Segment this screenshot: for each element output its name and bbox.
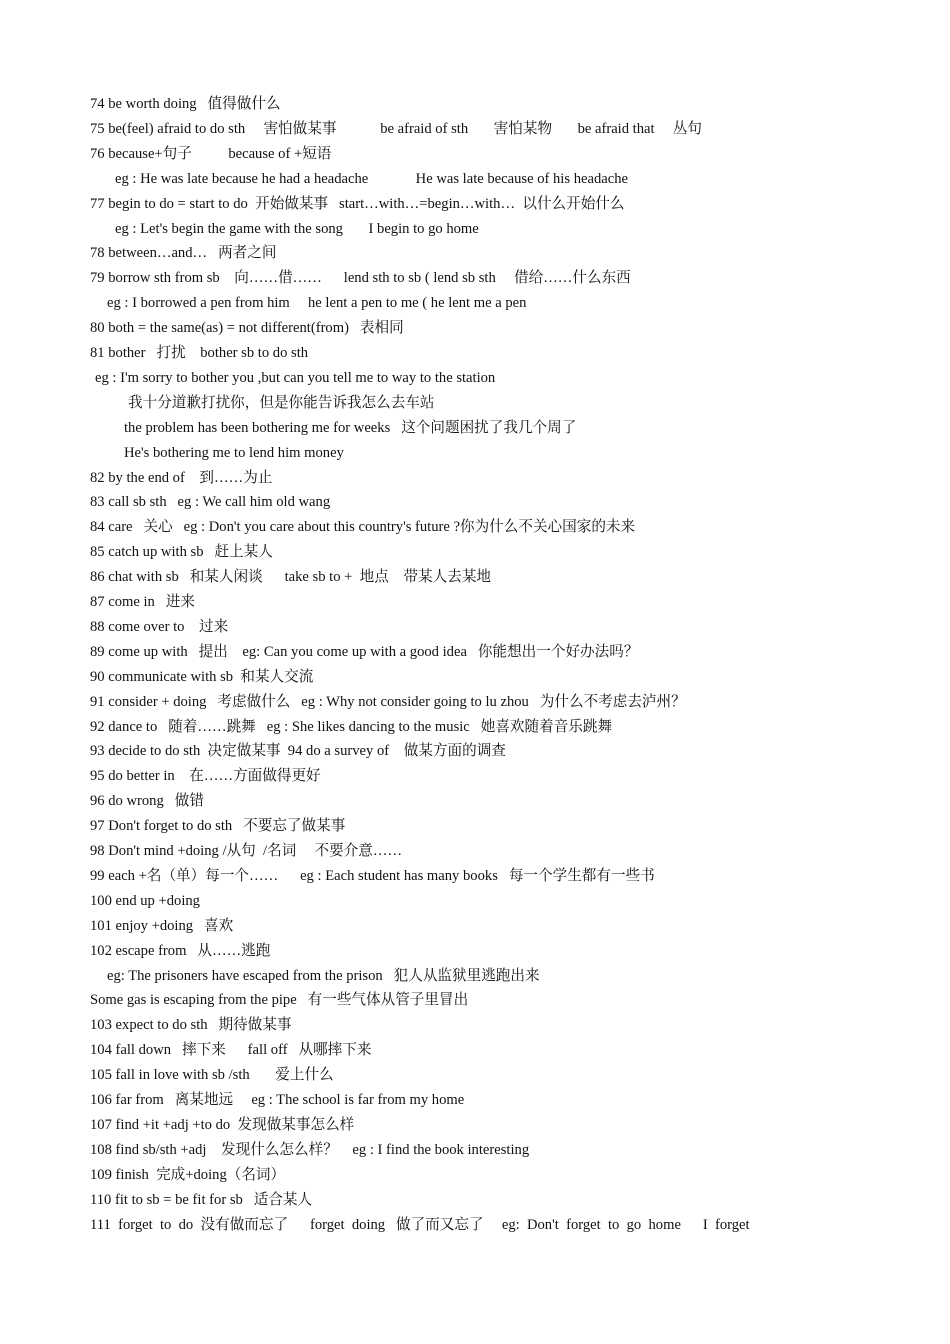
- text-line: 81 bother 打扰 bother sb to do sth: [90, 345, 309, 361]
- text-line: 86 chat with sb 和某人闲谈 take sb to + 地点 带某人去某地: [90, 569, 492, 586]
- text-line: 104 fall down 摔下来 fall off 从哪摔下来: [90, 1042, 372, 1059]
- text-line: 93 decide to do sth 决定做某事 94 do a survey of 做某方面的调查: [90, 743, 506, 760]
- text-line: 77 begin to do = start to do 开始做某事 start…with…=begin…with… 以什么开始什么: [90, 195, 625, 212]
- text-line: 82 by the end of 到……为止: [90, 469, 273, 486]
- text-line: 97 Don't forget to do sth 不要忘了做某事: [90, 818, 346, 835]
- text-line: eg : I borrowed a pen from him he lent a pen to me ( he lent me a pen: [107, 295, 527, 312]
- text-line: eg : Let's begin the game with the song I begin to go home: [115, 220, 479, 237]
- text-line: 83 call sb sth eg : We call him old wang: [90, 494, 331, 511]
- text-line: 88 come over to 过来: [90, 618, 229, 635]
- text-line: eg : I'm sorry to bother you ,but can you tell me to way to the station: [95, 369, 496, 386]
- text-line: 99 each +名（单）每一个…… eg : Each student has many books 每一个学生都有一些书: [90, 867, 655, 884]
- text-line: 92 dance to 随着……跳舞 eg : She likes dancing to the music 她喜欢随着音乐跳舞: [90, 718, 613, 735]
- text-line: 101 enjoy +doing 喜欢: [90, 917, 234, 934]
- text-line: 102 escape from 从……逃跑: [90, 942, 271, 959]
- text-line: 103 expect to do sth 期待做某事: [90, 1017, 292, 1034]
- text-line: 100 end up +doing: [90, 892, 200, 909]
- text-line: 95 do better in 在……方面做得更好: [90, 768, 321, 785]
- text-line: eg : He was late because he had a headache He was late because of his headache: [115, 170, 628, 187]
- text-line: 96 do wrong 做错: [90, 793, 204, 810]
- text-line: 76 because+句子 because of +短语: [90, 145, 332, 162]
- text-line: 110 fit to sb = be fit for sb 适合某人: [90, 1191, 313, 1208]
- text-line: 我十分道歉打扰你，但是你能告诉我怎么去车站: [128, 394, 435, 411]
- text-line: eg: The prisoners have escaped from the prison 犯人从监狱里逃跑出来: [107, 967, 540, 984]
- text-line: 79 borrow sth from sb 向……借…… lend sth to sb ( lend sb sth 借给……什么东西: [90, 270, 631, 287]
- text-line: 107 find +it +adj +to do 发现做某事怎么样: [90, 1116, 355, 1133]
- text-line: the problem has been bothering me for weeks 这个问题困扰了我几个周了: [124, 419, 577, 436]
- text-line: 106 far from 离某地远 eg : The school is far from my home: [90, 1092, 465, 1108]
- text-line: 91 consider + doing 考虑做什么 eg : Why not consider going to lu zhou 为什么不考虑去泸州？: [90, 693, 686, 710]
- text-line: 98 Don't mind +doing /从句 /名词 不要介意……: [90, 843, 403, 859]
- text-line: 75 be(feel) afraid to do sth 害怕做某事 be afraid of sth 害怕某物 be afraid that 丛句: [90, 120, 702, 137]
- text-line: 90 communicate with sb 和某人交流: [90, 668, 314, 685]
- text-line: He's bothering me to lend him money: [124, 444, 344, 461]
- text-line: 85 catch up with sb 赶上某人: [90, 544, 273, 561]
- text-line: 89 come up with 提出 eg: Can you come up with a good idea 你能想出一个好办法吗？: [90, 643, 639, 660]
- text-line: 80 both = the same(as) = not different(from) 表相同: [90, 320, 404, 337]
- text-line: Some gas is escaping from the pipe 有一些气体从管子里冒出: [90, 992, 469, 1009]
- text-line: 105 fall in love with sb /sth 爱上什么: [90, 1067, 334, 1084]
- text-line: 87 come in 进来: [90, 594, 195, 610]
- text-line: 111 forget to do 没有做而忘了 forget doing 做了而又忘了 eg: Don't forget to go home I forget: [90, 1216, 750, 1233]
- text-line: 74 be worth doing 值得做什么: [90, 96, 281, 112]
- text-line: 109 finish 完成+doing（名词）: [90, 1166, 286, 1183]
- text-line: 84 care 关心 eg : Don't you care about this country's future ?你为什么不关心国家的未来: [90, 519, 636, 536]
- text-line: 108 find sb/sth +adj 发现什么怎么样？ eg : I find the book interesting: [90, 1141, 530, 1158]
- text-line: 78 between…and… 两者之间: [90, 245, 277, 262]
